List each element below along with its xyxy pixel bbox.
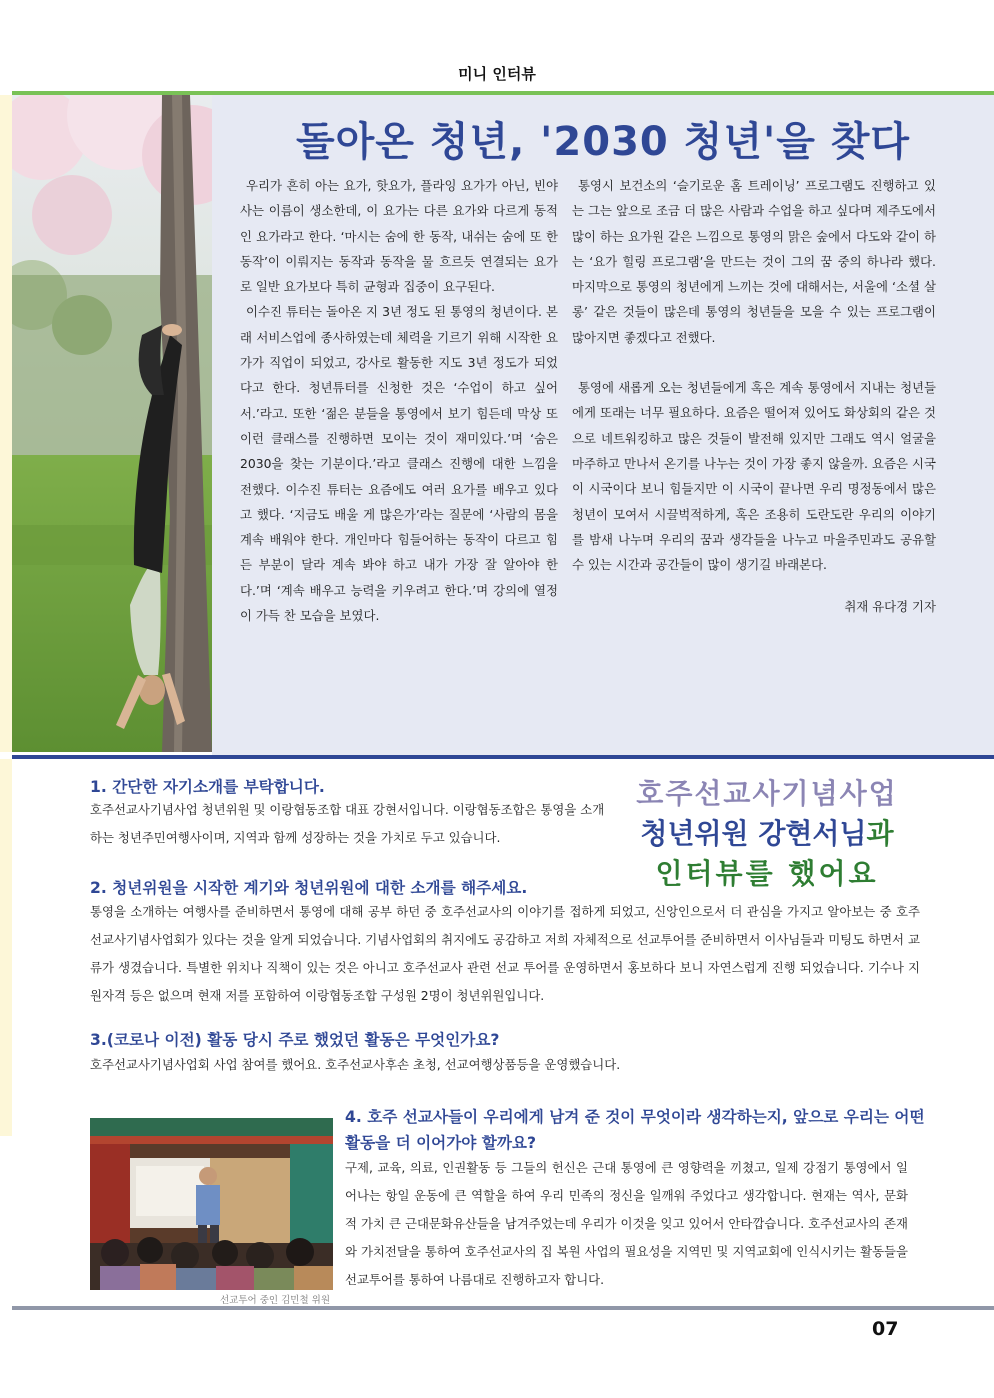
- interview-title-line: 호주선교사기념사업: [636, 777, 898, 810]
- question-3: 3.(코로나 이전) 활동 당시 주로 했었던 활동은 무엇인가요?: [90, 1031, 500, 1049]
- tour-photo: [90, 1118, 333, 1290]
- article-paragraph: 이수진 튜터는 돌아온 지 3년 정도 된 통영의 청년이다. 본래 서비스업에 종사하였는데 체력을 기르기 위해 시작한 요가가 직업이 되었고, 강사로 활동한 지도 3년 정도가 되었다고 한다. 청년튜터를 신청한 것은 ‘수업이 하고 싶어서.’라고. 또한 ‘젊은 분들을 통영에서 보기 힘든데 막상 또 이런 클래스를 진행하면 모이는 것이 재미있다.’며 ‘숨은 2030을 찾는 기분이다.’라고 클래스 진행에 대한 느낌을 전했다. 이수진 튜터는 요즘에도 여러 요가를 배우고 있다고 했다. ‘지금도 배울 게 많은가’라는 질문에 ‘사람의 몸을 계속 배워야 한다. 개인마다 힘들어하는 동작이 다르고 힘든 부분이 달라 계속 봐야 하고 내가 가장 잘 알아야 한다.’며 ‘계속 배우고 능력을 키우려고 한다.’며 강의에 열정이 가득 찬 모습을 보였다.: [240, 304, 558, 624]
- answer-1: 호주선교사기념사업 청년위원 및 이랑협동조합 대표 강현서입니다. 이랑협동조합은 통영을 소개하는 청년주민여행사이며, 지역과 함께 성장하는 것을 가치로 두고 있습니다.: [90, 802, 605, 845]
- interview-title-line: [612, 814, 922, 854]
- headline: 돌아온 청년, '2030 청년'을 찾다: [295, 119, 911, 165]
- side-strip: [0, 95, 12, 752]
- question-1: 1. 간단한 자기소개를 부탁합니다.: [90, 778, 325, 796]
- section-label: 미니 인터뷰: [458, 65, 536, 83]
- article-left-column: [240, 173, 558, 628]
- bottom-divider: [12, 1306, 994, 1310]
- byline: 취재 유다경 기자: [844, 599, 936, 615]
- article-paragraph: 통영시 보건소의 ‘슬기로운 홈 트레이닝’ 프로그램도 진행하고 있는 그는 앞으로 조금 더 많은 사람과 수업을 하고 싶다며 제주도에서 많이 하는 요가원 같은 느낌으로 통영의 맑은 숲에서 다도와 같이 하는 ‘요가 힐링 프로그램’을 만드는 것이 그의 꿈 중의 하나라 했다. 마지막으로 통영의 청년에게 느끼는 것에 대해서는, 서울에 ‘소셜 살롱’ 같은 것들이 많은데 통영의 청년들을 모을 수 있는 프로그램이 많아지면 좋겠다고 전했다.: [572, 178, 936, 345]
- answer-3: 호주선교사기념사업회 사업 참여를 했어요. 호주선교사후손 초청, 선교여행상품등을 운영했습니다.: [90, 1057, 621, 1072]
- interview-title-name: 청년위원 강현서님: [640, 817, 867, 850]
- photo-caption: 선교투어 중인 김민철 위원: [219, 1295, 330, 1306]
- question-4: 4. 호주 선교사들이 우리에게 남겨 준 것이 무엇이라 생각하는지, 앞으로 우리는 어떤 활동을 더 이어가야 할까요?: [345, 1108, 925, 1152]
- article-paragraph: 통영에 새롭게 오는 청년들에게 혹은 계속 통영에서 지내는 청년들에게 또래는 너무 필요하다. 요즘은 떨어져 있어도 화상회의 같은 것으로 네트워킹하고 많은 것들이 발전해 있지만 그래도 역시 얼굴을 마주하고 만나서 온기를 나누는 것이 가장 좋지 않을까. 요즘은 시국이 시국이다 보니 힘들지만 이 시국이 끝나면 우리 명정동에서 많은 청년이 모여서 시끌벅적하게, 혹은 조용히 도란도란 우리의 이야기를 밤새 나누며 우리의 꿈과 생각들을 나누고 마을주민과도 공유할 수 있는 시간과 공간들이 많이 생기길 바래본다.: [572, 380, 936, 573]
- mid-divider: [12, 755, 994, 759]
- answer-4: 구제, 교육, 의료, 인권활동 등 그들의 헌신은 근대 통영에 큰 영향력을 끼쳤고, 일제 강점기 통영에서 일어나는 항일 운동에 큰 역할을 하여 우리 민족의 정신을 일깨워 주었다고 생각합니다. 현재는 역사, 문화적 가치 큰 근대문화유산들을 남겨주었는데 우리가 이것을 잊고 있어서 안타깝습니다. 호주선교사의 존재와 가치전달을 통하여 호주선교사의 집 복원 사업의 필요성을 지역민 및 지역교회에 인식시키는 활동들을 선교투어를 통하여 나름대로 진행하고자 합니다.: [345, 1160, 908, 1287]
- interview-title-particle: 과: [866, 817, 894, 850]
- interview-title: [612, 774, 922, 894]
- question-2: 2. 청년위원을 시작한 계기와 청년위원에 대한 소개를 해주세요.: [90, 879, 528, 897]
- answer-2: 통영을 소개하는 여행사를 준비하면서 통영에 대해 공부 하던 중 호주선교사의 이야기를 접하게 되었고, 신앙인으로서 더 관심을 가지고 알아보는 중 호주선교사기념사업회가 있다는 것을 알게 되었습니다. 기념사업회의 취지에도 공감하고 저희 자체적으로 선교투어를 준비하면서 이사님들과 미팅도 하면서 교류가 생겼습니다. 특별한 위치나 직책이 있는 것은 아니고 호주선교사 관련 선교 투어를 운영하면서 홍보하다 보니 자연스럽게 진행 되었습니다. 기수나 지원자격 등은 없으며 현재 저를 포함하여 이랑협동조합 구성원 2명이 청년위원입니다.: [90, 904, 920, 1003]
- article-paragraph: 우리가 흔히 아는 요가, 핫요가, 플라잉 요가가 아닌, 빈야사는 이름이 생소한데, 이 요가는 다른 요가와 다르게 동적인 요가라고 한다. ‘마시는 숨에 한 동작, 내쉬는 숨에 또 한 동작’이 이뤄지는 동작과 동작을 물 흐르듯 연결되는 요가로 일반 요가보다 특히 균형과 집중이 요구된다.: [240, 178, 558, 295]
- interview-title-line: 인터뷰를 했어요: [655, 857, 879, 890]
- page-number: 07: [872, 1318, 899, 1340]
- yoga-photo: [12, 95, 212, 752]
- article-right-column: [572, 173, 936, 620]
- side-strip: [0, 759, 12, 1136]
